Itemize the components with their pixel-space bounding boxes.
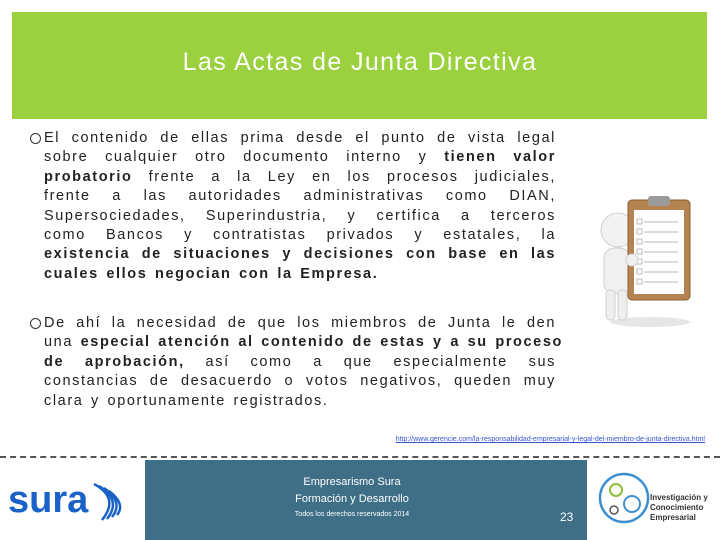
paragraph-2 (44, 314, 563, 411)
paragraph-line: El contenido de ellas prima desde el punto de vista legal (44, 130, 556, 146)
dashed-divider (0, 456, 720, 458)
paragraph-line: existencia de situaciones y decisiones con base en las (44, 246, 556, 263)
paragraph-line: De ahí la necesidad de que los miembros de Junta le den (44, 315, 556, 331)
logo-text-line1: Investigación y (650, 493, 708, 502)
paragraph-line: constancias de desacuerdo o votos negativos, queden muy (44, 373, 556, 390)
paragraph-line: como Bancos y contratistas privados y estatales, la (44, 227, 556, 244)
logo-text-line2: Conocimiento (650, 503, 704, 512)
paragraph-line: cuales ellos negocian con la Empresa. (44, 265, 379, 282)
paragraph-line: sobre cualquier otro documento interno y tienen valor (44, 149, 556, 166)
bullet-marker (30, 318, 41, 329)
logo-text-line3: Empresarial (650, 513, 696, 522)
bullet-marker (30, 133, 41, 144)
footer-line-2: Formación y Desarrollo (295, 493, 409, 505)
paragraph-line: frente a las autoridades administrativas como DIAN, (44, 188, 556, 205)
paragraph-line: probatorio frente a la Ley en los procesos judiciales, (44, 168, 556, 185)
sura-logo (8, 474, 133, 524)
paragraph-line: una especial atención al contenido de estas y a su proceso (44, 334, 563, 351)
paragraph-1 (44, 129, 556, 284)
footer-copyright: Todos los derechos reservados 2014 (294, 511, 410, 518)
investigacion-logo (596, 466, 714, 536)
source-link[interactable]: http://www.gerencie.com/la-responsabilidad-empresarial-y-legal-del-miembro-de-junta-directiva.html (395, 436, 705, 443)
clipboard-figure-illustration (588, 190, 703, 330)
page-title: Las Actas de Junta Directiva (182, 48, 538, 76)
page-number: 23 (560, 510, 574, 524)
sura-logo-text: sura (8, 479, 89, 521)
paragraph-line: de aprobación, así como a que especialmente sus (44, 353, 557, 370)
paragraph-line: clara y oportunamente registrados. (44, 392, 329, 409)
footer-line-1: Empresarismo Sura (303, 476, 401, 488)
paragraph-line: Supersociedades, Superindustria, y certifica a terceros (44, 207, 556, 224)
sura-swirl-icon (94, 484, 120, 520)
